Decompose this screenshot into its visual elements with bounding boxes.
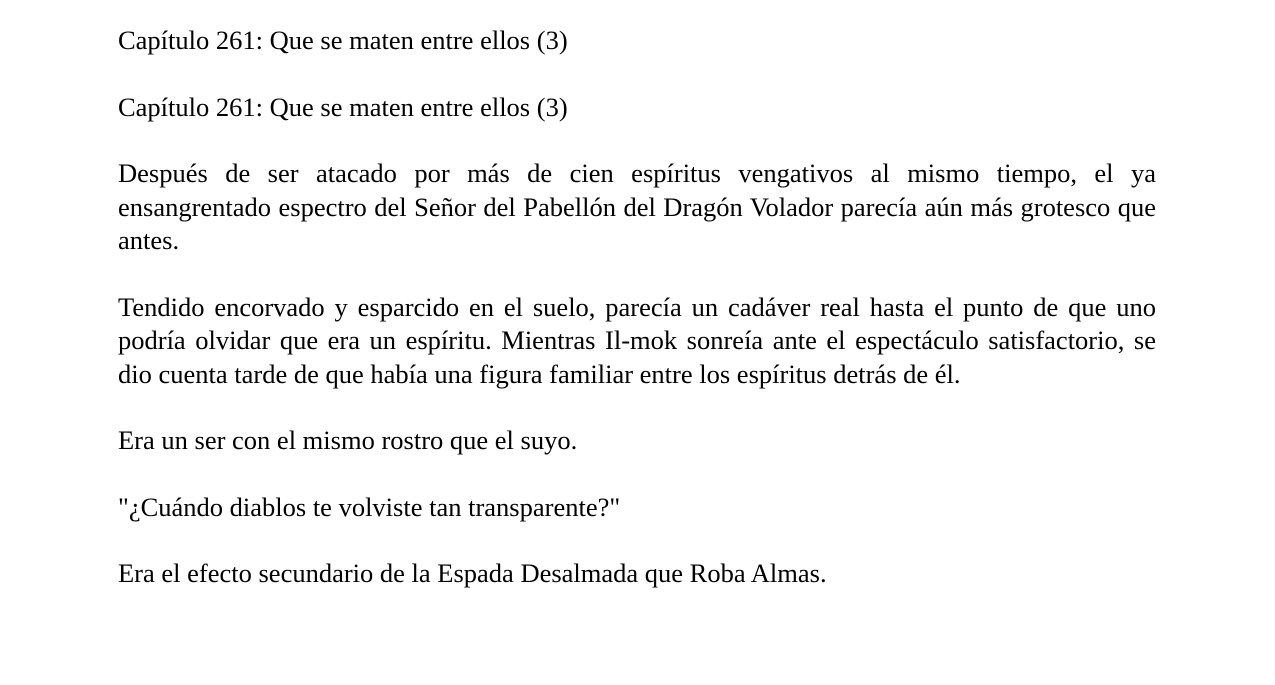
paragraph-5: Era el efecto secundario de la Espada Desalmada que Roba Almas. (118, 558, 827, 588)
document-page (118, 24, 1156, 624)
paragraph-3: Era un ser con el mismo rostro que el suyo. (118, 425, 578, 455)
paragraph-4: "¿Cuándo diablos te volviste tan transparente?" (118, 491, 621, 522)
paragraph-2: Tendido encorvado y esparcido en el suelo, parecía un cadáver real hasta el punto de que uno podría olvidar que era un espíritu. Mientras Il-mok sonreía ante el espectáculo satisfactorio, se dio cuenta tarde de que había una figura familiar entre los espíritus detrás de él. (118, 291, 1156, 389)
chapter-title: Capítulo 261: Que se maten entre ellos (3) (118, 25, 568, 55)
chapter-title-repeat: Capítulo 261: Que se maten entre ellos (3) (118, 91, 568, 122)
paragraph-1: Después de ser atacado por más de cien espíritus vengativos al mismo tiempo, el ya ensangrentado espectro del Señor del Pabellón del Dragón Volador parecía aún más grotesco que antes. (118, 158, 1156, 255)
